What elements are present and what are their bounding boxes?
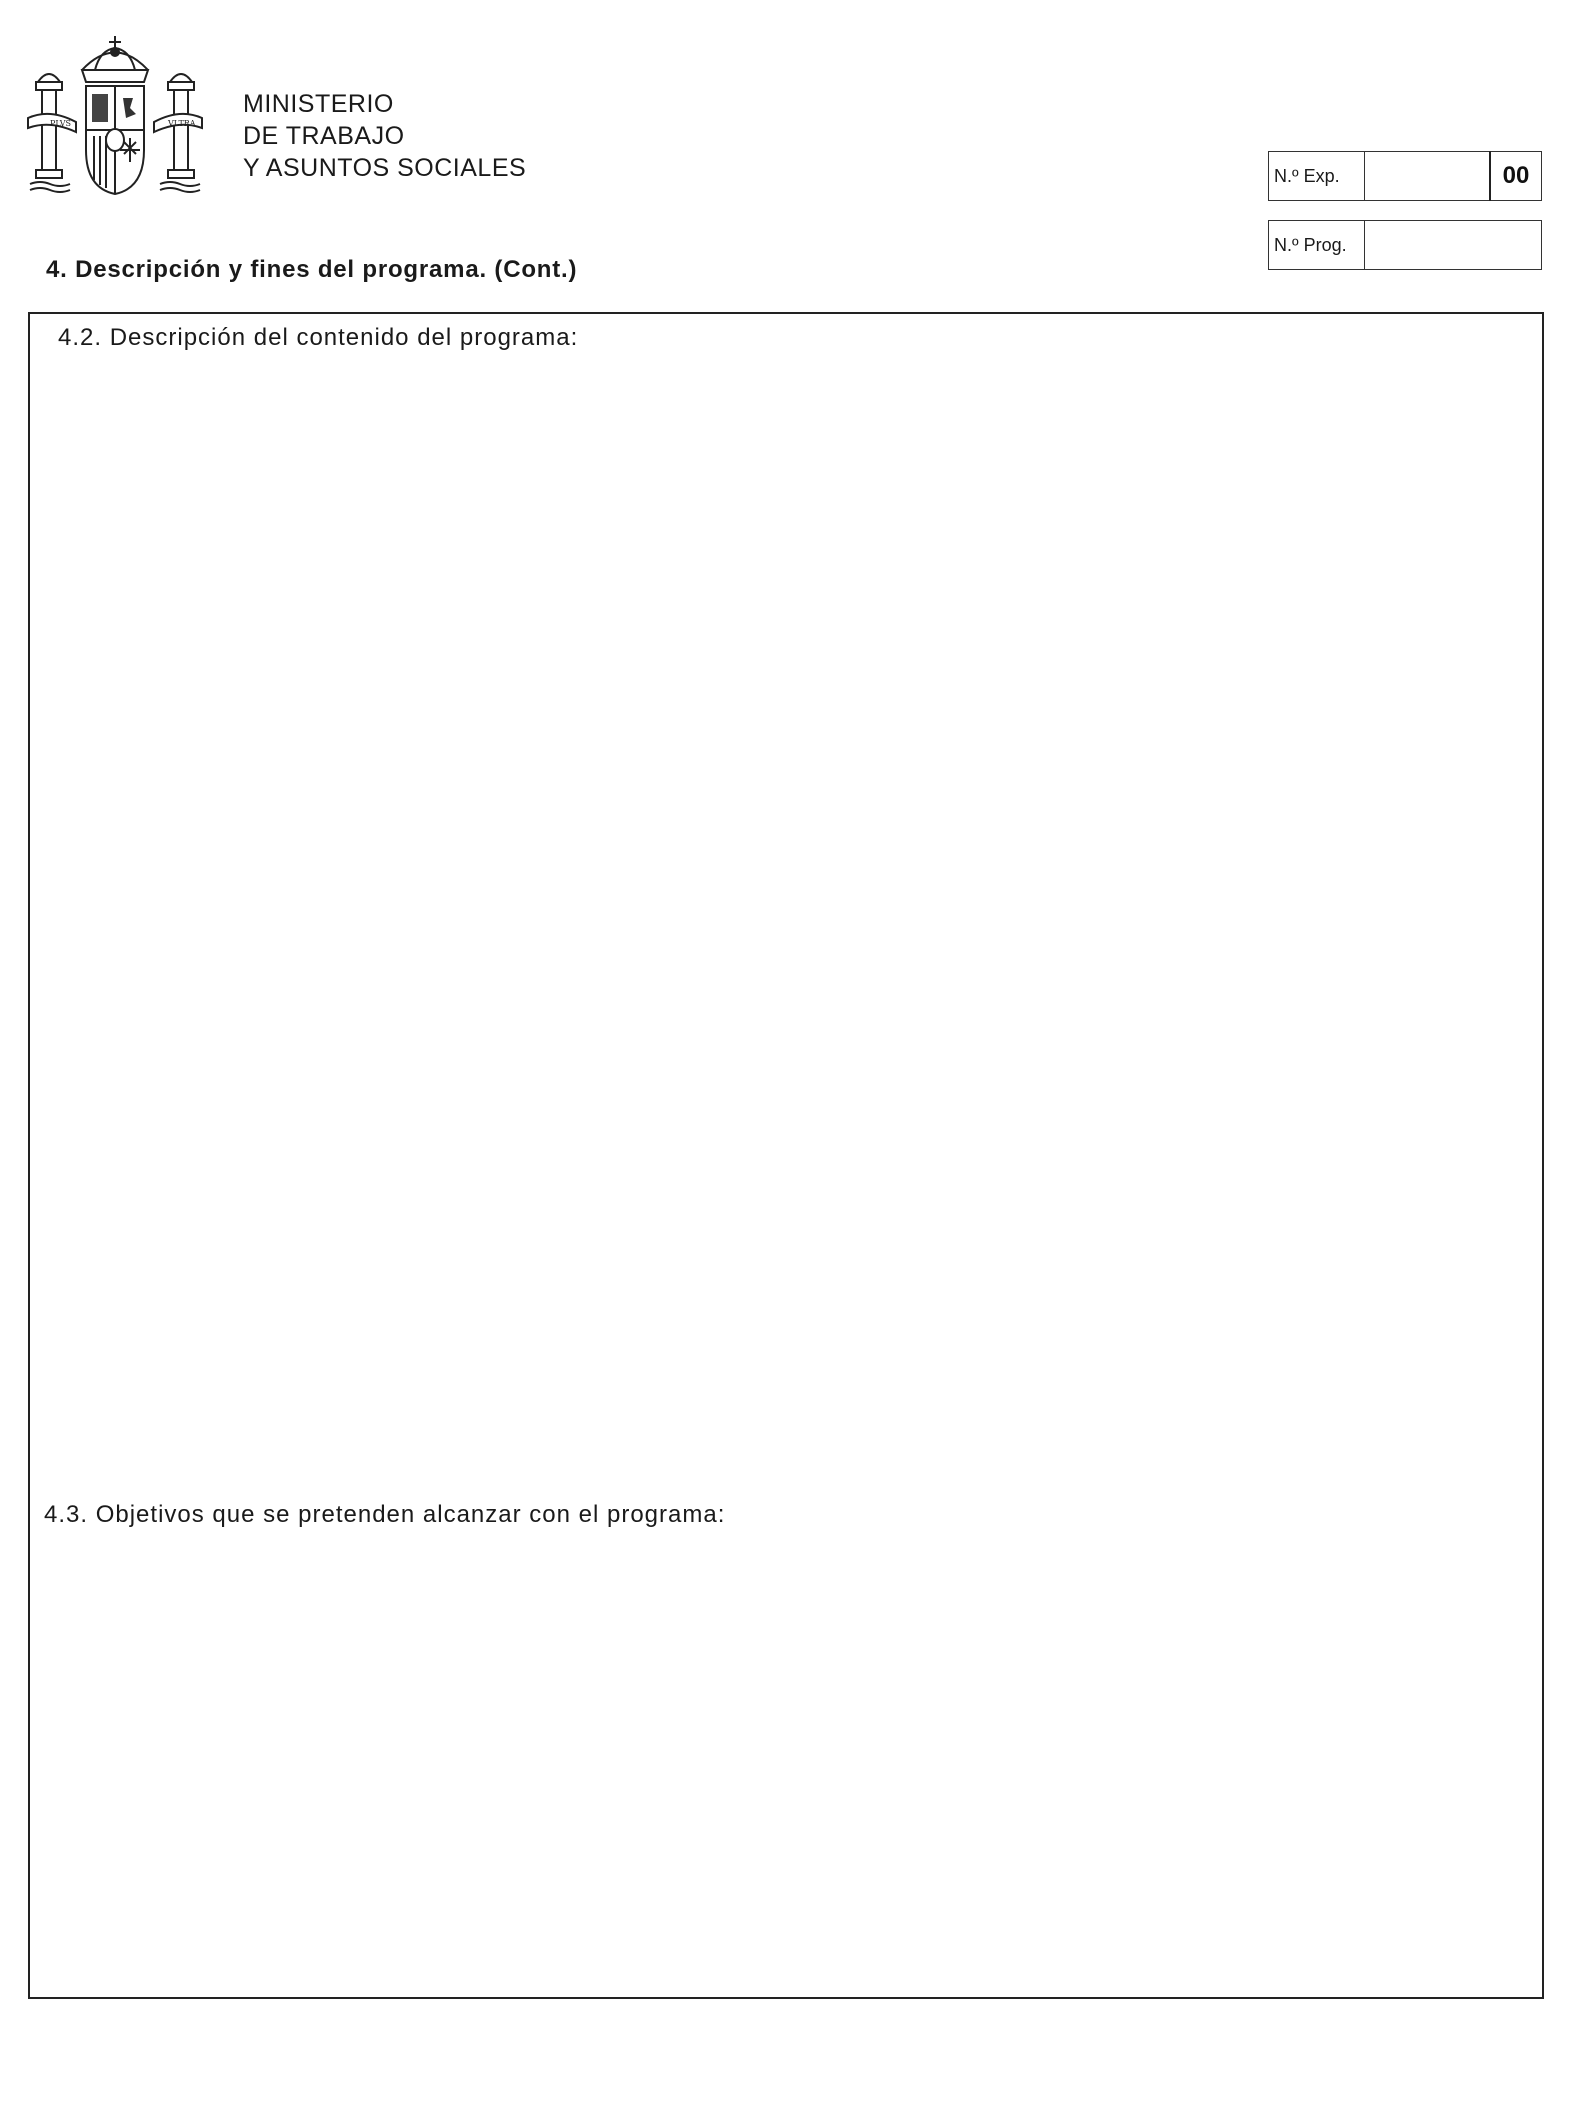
prog-number-label: N.º Prog. [1269, 221, 1365, 269]
objectives-label: 4.3. Objetivos que se pretenden alcanzar con el programa: [44, 1501, 726, 1528]
svg-text:PLVS: PLVS [50, 119, 72, 128]
content-description-label: 4.2. Descripción del contenido del programa: [58, 324, 579, 351]
exp-code: 00 [1489, 151, 1541, 201]
content-description-field[interactable] [50, 364, 1522, 1484]
objectives-field[interactable] [50, 1544, 1522, 1974]
exp-number-label: N.º Exp. [1269, 152, 1365, 200]
ministry-line-3: Y ASUNTOS SOCIALES [243, 154, 527, 182]
coat-of-arms-emblem [20, 30, 210, 200]
svg-text:VLTRA: VLTRA [168, 119, 196, 128]
ministry-line-1: MINISTERIO [243, 90, 394, 118]
ministry-name [243, 88, 526, 184]
prog-number-box [1268, 220, 1542, 270]
prog-number-field[interactable] [1365, 221, 1541, 269]
program-description-form [28, 312, 1544, 1999]
exp-number-field[interactable] [1365, 152, 1541, 200]
section-title: 4. Descripción y fines del programa. (Cont.) [46, 256, 578, 283]
exp-number-box [1268, 151, 1542, 201]
ministry-line-2: DE TRABAJO [243, 122, 405, 150]
